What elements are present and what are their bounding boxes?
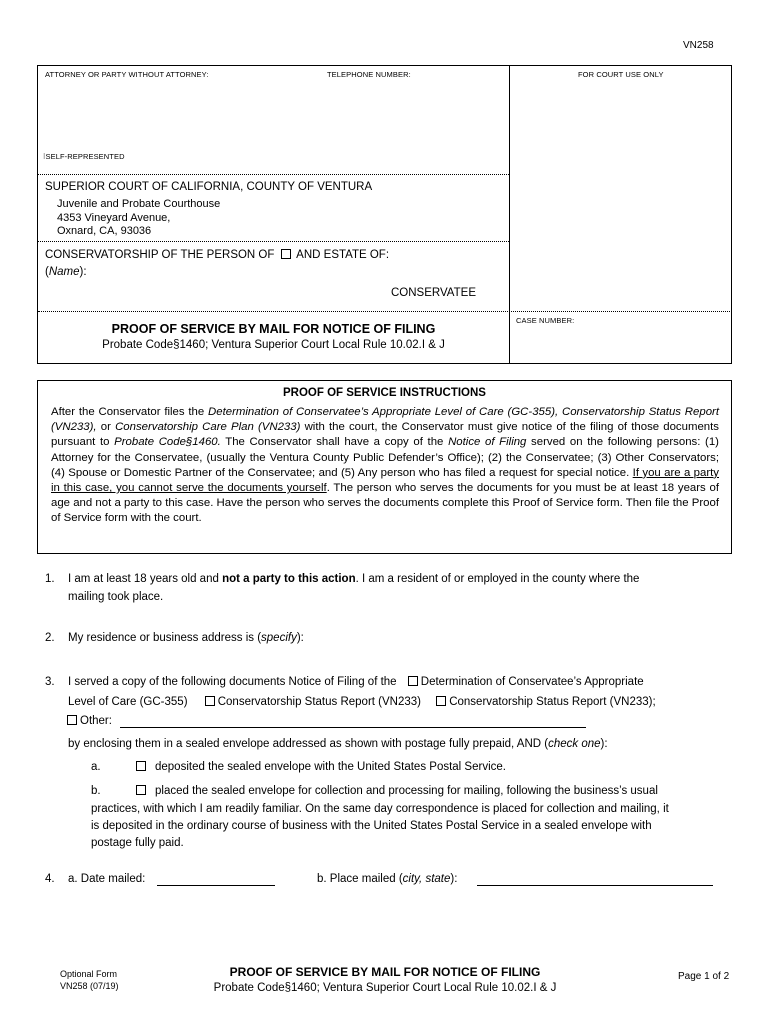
option-a-line: deposited the sealed envelope with the United States Postal Service. bbox=[133, 760, 506, 775]
person-checkbox[interactable] bbox=[281, 249, 291, 259]
self-rep-check-mark: ⁝ bbox=[43, 152, 46, 161]
court-name: SUPERIOR COURT OF CALIFORNIA, COUNTY OF VENTURA bbox=[45, 181, 373, 193]
form-title: PROOF OF SERVICE BY MAIL FOR NOTICE OF FILING bbox=[111, 322, 436, 336]
item-3-other-line: Other: bbox=[64, 714, 112, 729]
telephone-label: TELEPHONE NUMBER: bbox=[327, 70, 411, 79]
conservatee-label: CONSERVATEE bbox=[391, 287, 476, 299]
conservatorship-label: CONSERVATORSHIP OF THE PERSON OF bbox=[45, 249, 275, 261]
option-b-line-4: postage fully paid. bbox=[91, 837, 184, 849]
footer-title: PROOF OF SERVICE BY MAIL FOR NOTICE OF FILING bbox=[229, 965, 541, 979]
option-b-line-3: is deposited in the ordinary course of business with the United States Postal Service in a sealed envelope with bbox=[91, 820, 652, 832]
name-label: Name bbox=[48, 266, 80, 278]
name-line: (Name): bbox=[45, 266, 87, 278]
estate-label: AND ESTATE OF: bbox=[296, 249, 390, 261]
item-1-line-2: mailing took place. bbox=[68, 591, 164, 603]
footer-form-code: VN258 (07/19) bbox=[60, 981, 119, 991]
other-fill-line[interactable] bbox=[120, 727, 586, 728]
status-report-checkbox-2[interactable] bbox=[436, 696, 446, 706]
option-a-checkbox[interactable] bbox=[136, 761, 146, 771]
item-3-enclosing-line: by enclosing them in a sealed envelope addressed as shown with postage fully prepaid, AND (check one): bbox=[68, 738, 608, 750]
date-mailed-field[interactable] bbox=[157, 885, 275, 886]
court-address-line-2: 4353 Vineyard Avenue, bbox=[57, 212, 171, 224]
footer-subtitle: Probate Code§1460; Ventura Superior Court Local Rule 10.02.I & J bbox=[213, 982, 557, 994]
item-3-line-2: Level of Care (GC-355) Conservatorship Status Report (VN233) Conservatorship Status Report (VN233); bbox=[68, 696, 656, 708]
option-b-label: b. bbox=[91, 785, 101, 797]
instructions-paragraph: After the Conservator files the Determination of Conservatee’s Appropriate Level of Care (GC-355), Conservatorship Status Report (VN233), or Conservatorship Care Plan (VN233) with the court, the Conservator must give notice of the filing of those documents pursuant to Probate Code§1460. The Conservator shall have a copy of the Notice of Filing served on the following persons: (1) Attorney for the Conservatee, (usually the Ventura County Public Defender’s Office); (2) the Conservatee; (3) Other Conservators; (4) Spouse or Domestic Partner of the Conservatee; and (5) Any person who has filed a request for special notice. If you are a party in this case, you cannot serve the documents yourself. The person who serves the documents for you must be at least 18 years of age and not a party to this case. Have the person who serves the documents complete this Proof of Service form. Then file the Proof of Service form with the court. bbox=[51, 406, 719, 525]
item-1-number: 1. bbox=[45, 573, 55, 585]
instructions-title: PROOF OF SERVICE INSTRUCTIONS bbox=[283, 387, 486, 399]
court-use-label: FOR COURT USE ONLY bbox=[578, 70, 664, 79]
status-report-checkbox-1[interactable] bbox=[205, 696, 215, 706]
form-code-top: VN258 bbox=[683, 40, 714, 51]
option-b-line-2: practices, with which I am readily familiar. On the same day correspondence is placed for collection and mailing, it bbox=[91, 803, 669, 815]
self-represented-label bbox=[43, 152, 125, 161]
option-b-line-1: placed the sealed envelope for collection and processing for mailing, following the business’s usual bbox=[133, 784, 658, 799]
other-checkbox[interactable] bbox=[67, 715, 77, 725]
gc355-checkbox[interactable] bbox=[408, 676, 418, 686]
item-1-line-1: I am at least 18 years old and not a party to this action. I am a resident of or employed in the county where the bbox=[68, 573, 640, 585]
form-subtitle: Probate Code§1460; Ventura Superior Court Local Rule 10.02.I & J bbox=[102, 339, 445, 351]
court-address-line-3: Oxnard, CA, 93036 bbox=[57, 225, 152, 237]
item-2-text: My residence or business address is (specify): bbox=[68, 632, 304, 644]
place-mailed-label: b. Place mailed (city, state): bbox=[317, 873, 458, 885]
case-number-label: CASE NUMBER: bbox=[516, 316, 575, 325]
caption-title-divider bbox=[38, 311, 732, 312]
place-mailed-field[interactable] bbox=[477, 885, 713, 886]
court-section-divider bbox=[38, 241, 509, 242]
court-address-line-1: Juvenile and Probate Courthouse bbox=[57, 198, 221, 210]
conservatorship-line bbox=[45, 248, 389, 263]
item-3-number: 3. bbox=[45, 676, 55, 688]
item-4-number: 4. bbox=[45, 873, 55, 885]
footer-page-number: Page 1 of 2 bbox=[678, 971, 730, 982]
date-mailed-label: a. Date mailed: bbox=[68, 873, 146, 885]
caption-divider bbox=[509, 65, 510, 364]
option-a-label: a. bbox=[91, 761, 101, 773]
attorney-label: ATTORNEY OR PARTY WITHOUT ATTORNEY: bbox=[45, 70, 209, 79]
option-b-checkbox[interactable] bbox=[136, 785, 146, 795]
self-rep-text: SELF-REPRESENTED bbox=[45, 152, 125, 161]
attorney-section-divider bbox=[38, 174, 509, 175]
item-2-number: 2. bbox=[45, 632, 55, 644]
footer-optional-form: Optional Form bbox=[60, 969, 118, 979]
item-3-line-1: I served a copy of the following documents Notice of Filing of the Determination of Conservatee’s Appropriate bbox=[68, 676, 644, 688]
